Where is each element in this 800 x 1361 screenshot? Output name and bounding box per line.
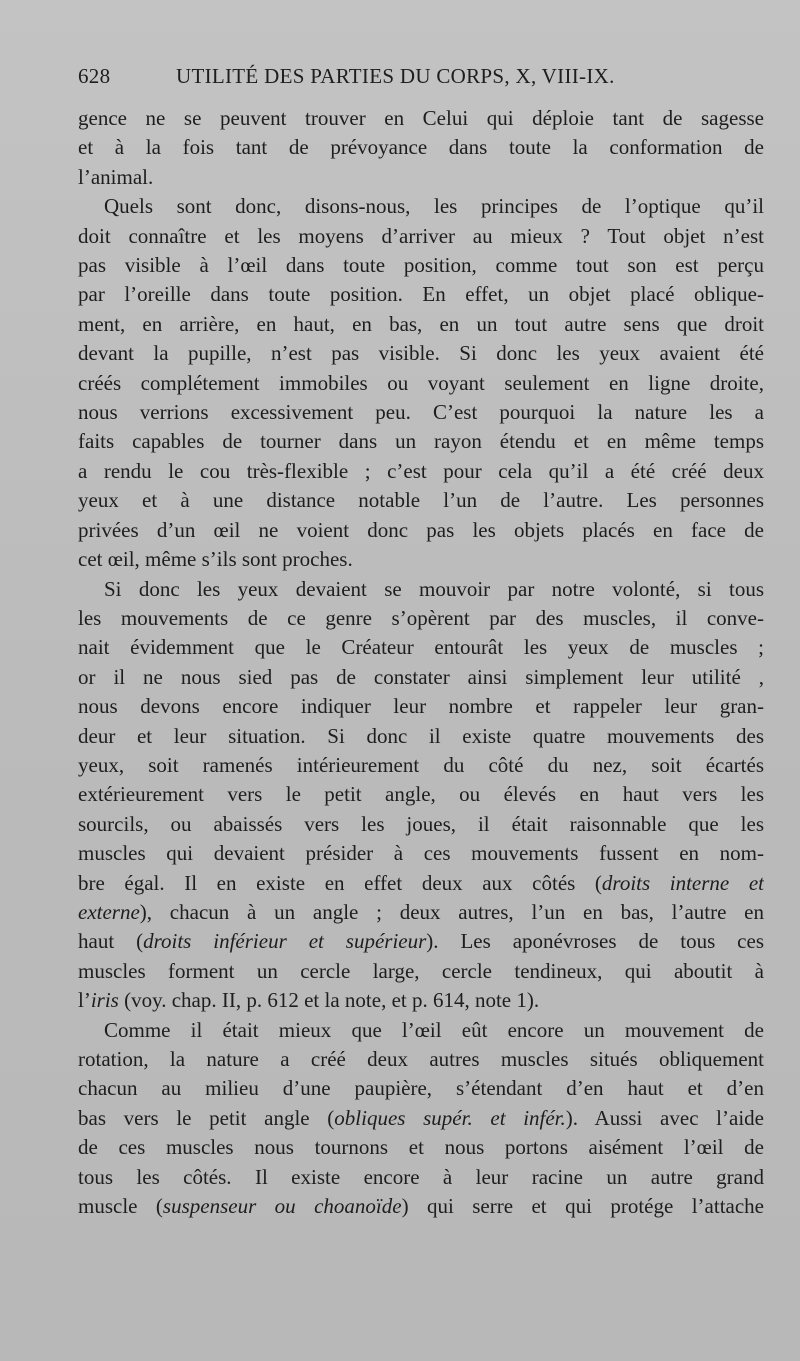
italic-term: iris [90,988,119,1013]
text-line: Si donc les yeux devaient se mouvoir par notre volonté, si tous [104,576,764,601]
text-line: nous devons encore indiquer leur nombre et rappeler leur gran- [78,694,764,719]
text-line: muscles forment un cercle large, cercle tendineux, qui aboutit à [78,958,764,983]
italic-term: externe [78,899,140,924]
text-line: pas visible à l’œil dans toute position, comme tout son est perçu [78,253,764,278]
text-line: les mouvements de ce genre s’opèrent par des muscles, il conve- [78,605,764,630]
text-line: tous les côtés. Il existe encore à leur racine un autre grand [78,1164,764,1189]
text-line: l’iris (voy. chap. II, p. 612 et la note, et p. 614, note 1). [78,988,540,1013]
text-line: chacun au milieu d’une paupière, s’étendant d’en haut et d’en [78,1076,764,1101]
text-line: devant la pupille, n’est pas visible. Si donc les yeux avaient été [78,341,764,366]
text-line: de ces muscles nous tournons et nous portons aisément l’œil de [78,1135,764,1160]
text-line: nous verrions excessivement peu. C’est pourquoi la nature les a [78,400,764,425]
text-line: bas vers le petit angle (obliques supér. et infér.). Aussi avec l’aide [78,1105,764,1130]
text-line: yeux et à une distance notable l’un de l’autre. Les personnes [78,488,764,513]
text-line: externe), chacun à un angle ; deux autres, l’un en bas, l’autre en [78,899,764,924]
text-line: muscle (suspenseur ou choanoïde) qui serre et qui protége l’attache [78,1194,764,1219]
italic-term: suspenseur ou choanoïde [162,1194,402,1219]
text-line: deur et leur situation. Si donc il existe quatre mouvements des [78,723,764,748]
text-line: Comme il était mieux que l’œil eût encore un mouvement de [104,1017,764,1042]
italic-term: obliques supér. et infér. [334,1105,566,1130]
text-line: a rendu le cou très-flexible ; c’est pour cela qu’il a été créé deux [78,458,764,483]
running-header [78,64,764,94]
text-line: nait évidemment que le Créateur entourât les yeux de muscles ; [78,635,764,660]
text-line: yeux, soit ramenés intérieurement du côté du nez, soit écartés [78,752,764,777]
text-line: privées d’un œil ne voient donc pas les objets placés en face de [78,517,764,542]
text-line: faits capables de tourner dans un rayon étendu et en même temps [78,429,764,454]
text-line: muscles qui devaient présider à ces mouvements fussent en nom- [78,841,764,866]
italic-term: droits interne et [601,870,764,895]
text-line: cet œil, même s’ils sont proches. [78,547,353,572]
text-line: rotation, la nature a créé deux autres muscles situés obliquement [78,1047,764,1071]
page-number: 628 [78,64,111,88]
running-title: UTILITÉ DES PARTIES DU CORPS, X, VIII-IX. [176,64,615,88]
text-line: et à la fois tant de prévoyance dans toute la conformation de [78,135,764,160]
text-line: sourcils, ou abaissés vers les joues, il était raisonnable que les [78,811,764,836]
text-line: bre égal. Il en existe en effet deux aux côtés (droits interne et [78,870,764,895]
text-line: l’animal. [78,164,154,189]
text-line: créés complétement immobiles ou voyant seulement en ligne droite, [78,370,764,395]
text-line: gence ne se peuvent trouver en Celui qui déploie tant de sagesse [78,106,764,130]
text-line: or il ne nous sied pas de constater ainsi simplement leur utilité , [78,664,764,689]
text-line: Quels sont donc, disons-nous, les principes de l’optique qu’il [104,194,764,219]
text-line: haut (droits inférieur et supérieur). Les aponévroses de tous ces [78,929,764,954]
text-line: extérieurement vers le petit angle, ou élevés en haut vers les [78,782,764,807]
text-line: par l’oreille dans toute position. En effet, un objet placé oblique- [78,282,764,307]
text-line: doit connaître et les moyens d’arriver au mieux ? Tout objet n’est [78,223,764,248]
body-text [78,104,764,1221]
text-line: ment, en arrière, en haut, en bas, en un tout autre sens que droit [78,311,764,336]
italic-term: droits inférieur et supérieur [143,929,427,954]
